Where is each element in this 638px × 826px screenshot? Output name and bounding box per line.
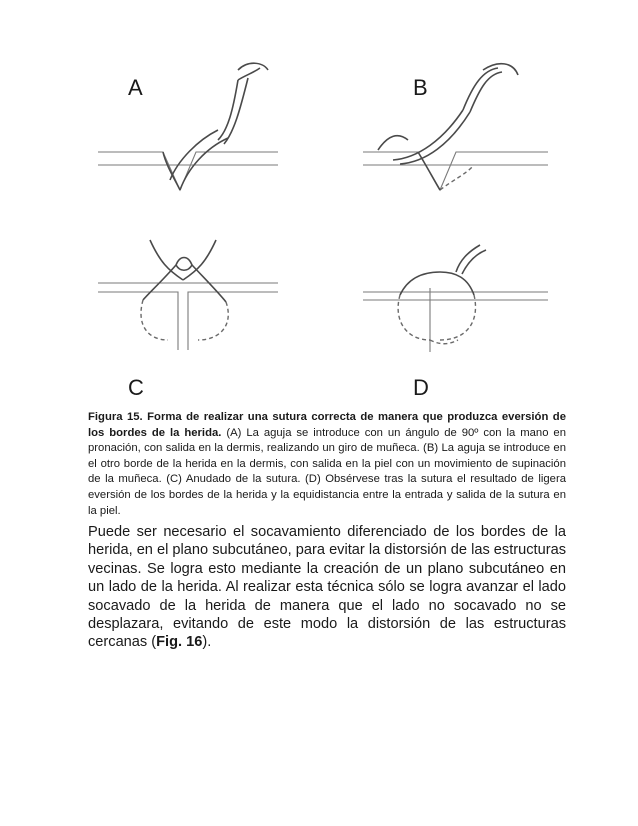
caption-text: (A) La aguja se introduce con un ángulo de 90º con la mano en pronación, con salida en la dermis, realizando un giro de muñeca. (B) La aguja se introduce en el otro borde de la herida en la dermis, con salida en la piel con un movimiento de supinación de la muñeca. (C) Anudado de la sutura. (D) Obsérvese tras la sutura el resultado de ligera eversión de los bordes de la herida y la equidistancia entre la entrada y salida de la sutura en la piel.: [88, 426, 566, 517]
panel-a-label: A: [128, 75, 143, 100]
panel-d: [363, 245, 548, 400]
figure-reference: Fig. 16: [156, 634, 203, 651]
body-paragraph: [88, 523, 566, 652]
caption-title: Figura 15. Forma de realizar una sutura correcta de manera que produzca eversión de los bordes de la herida.: [88, 411, 566, 439]
paragraph-end: ).: [202, 634, 212, 651]
panel-a: [98, 63, 278, 190]
panel-d-label: D: [413, 375, 429, 400]
panel-b: [363, 64, 548, 190]
panel-c-label: C: [128, 375, 144, 400]
figure-caption: [88, 410, 566, 519]
paragraph-text: Puede ser necesario el socavamiento diferenciado de los bordes de la herida, en el plano subcutáneo, para evitar la distorsión de las estructuras vecinas. Se logra esto mediante la creación de un plano subcutáneo en un lado de la herida. Al realizar esta técnica sólo se logra avanzar el lado socavado de la herida de manera que el lado no socavado no se desplazara, evitando de este modo la distorsión de las estructuras cercanas (: [88, 524, 566, 651]
panel-c: [98, 240, 278, 400]
suture-figure: [88, 40, 558, 410]
suture-illustration: [88, 40, 558, 410]
panel-b-label: B: [413, 75, 428, 100]
